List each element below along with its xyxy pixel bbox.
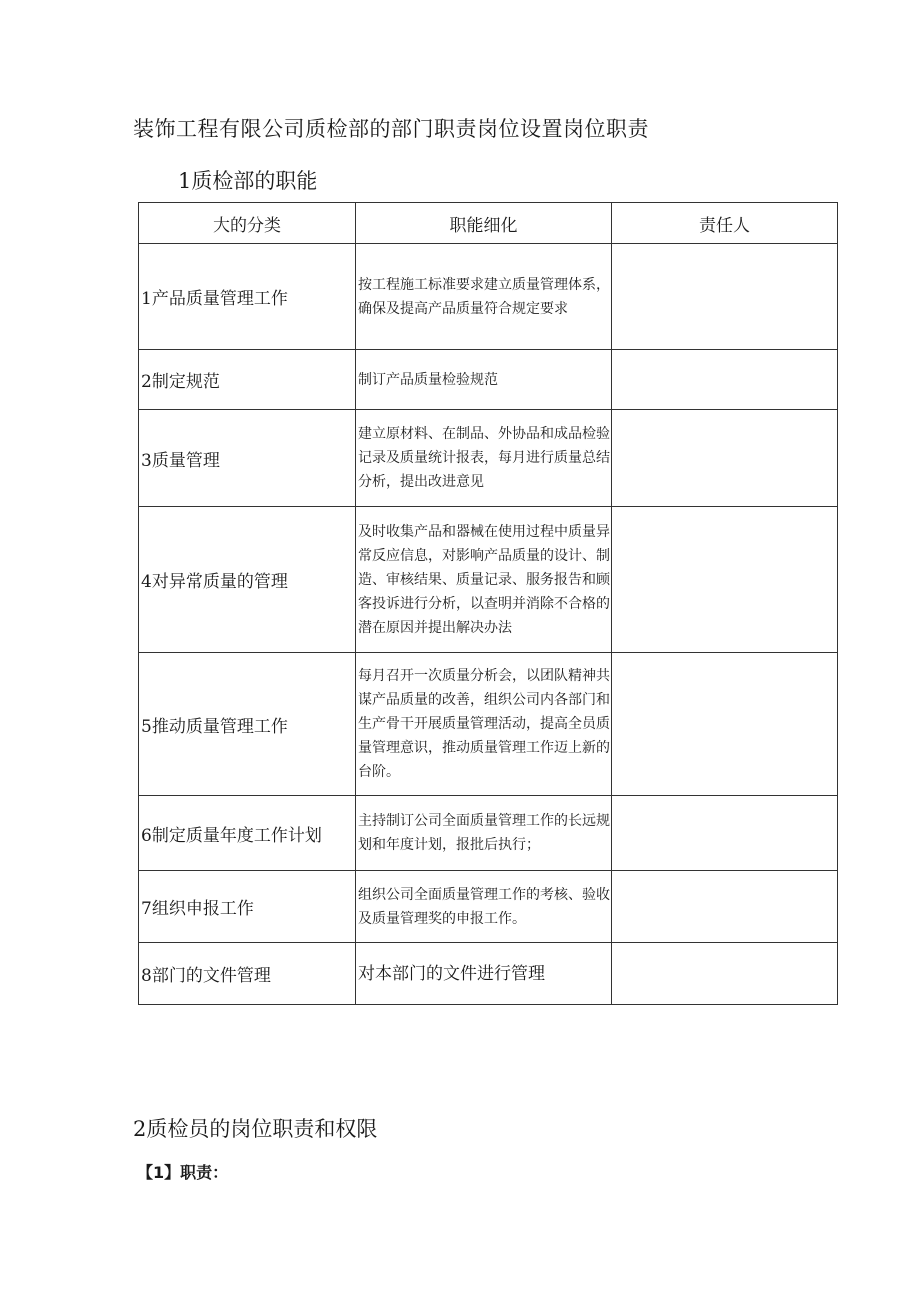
table-row: [139, 410, 838, 507]
row-person: [612, 410, 838, 507]
department-functions-table: [138, 202, 838, 1005]
row-person: [612, 871, 838, 943]
row-detail: 组织公司全面质量管理工作的考核、验收及质量管理奖的申报工作。: [356, 871, 612, 943]
row-detail: 按工程施工标准要求建立质量管理体系，确保及提高产品质量符合规定要求: [356, 244, 612, 350]
row-person: [612, 796, 838, 871]
table-header-row: [139, 203, 838, 244]
row-detail: 建立原材料、在制品、外协品和成品检验记录及质量统计报表，每月进行质量总结分析，提出改进意见: [356, 410, 612, 507]
section-heading-1: 1质检部的职能: [178, 169, 318, 193]
row-detail: 对本部门的文件进行管理: [356, 943, 612, 1005]
row-category: 8部门的文件管理: [139, 943, 356, 1005]
subsection-label-duties: 【1】职责：: [137, 1163, 229, 1182]
row-person: [612, 943, 838, 1005]
row-category: 3质量管理: [139, 410, 356, 507]
row-person: [612, 350, 838, 410]
table-row: [139, 350, 838, 410]
row-category: 4对异常质量的管理: [139, 507, 356, 653]
table-row: [139, 244, 838, 350]
table-row: [139, 653, 838, 796]
row-category: 1产品质量管理工作: [139, 244, 356, 350]
header-person: 责任人: [612, 203, 838, 244]
row-detail: 每月召开一次质量分析会，以团队精神共谋产品质量的改善，组织公司内各部门和生产骨干开展质量管理活动，提高全员质量管理意识，推动质量管理工作迈上新的台阶。: [356, 653, 612, 796]
row-category: 2制定规范: [139, 350, 356, 410]
row-person: [612, 507, 838, 653]
row-category: 5推动质量管理工作: [139, 653, 356, 796]
row-detail: 制订产品质量检验规范: [356, 350, 612, 410]
table-row: [139, 507, 838, 653]
header-detail: 职能细化: [356, 203, 612, 244]
table-row: [139, 871, 838, 943]
row-person: [612, 653, 838, 796]
row-category: 6制定质量年度工作计划: [139, 796, 356, 871]
section-heading-2: 2质检员的岗位职责和权限: [133, 1117, 378, 1141]
document-title: 装饰工程有限公司质检部的部门职责岗位设置岗位职责: [133, 117, 649, 141]
row-detail: 及时收集产品和器械在使用过程中质量异常反应信息，对影响产品质量的设计、制造、审核结果、质量记录、服务报告和顾客投诉进行分析，以查明并消除不合格的潜在原因并提出解决办法: [356, 507, 612, 653]
row-person: [612, 244, 838, 350]
table-row: [139, 943, 838, 1005]
row-detail: 主持制订公司全面质量管理工作的长远规划和年度计划，报批后执行；: [356, 796, 612, 871]
header-category: 大的分类: [139, 203, 356, 244]
table-row: [139, 796, 838, 871]
row-category: 7组织申报工作: [139, 871, 356, 943]
